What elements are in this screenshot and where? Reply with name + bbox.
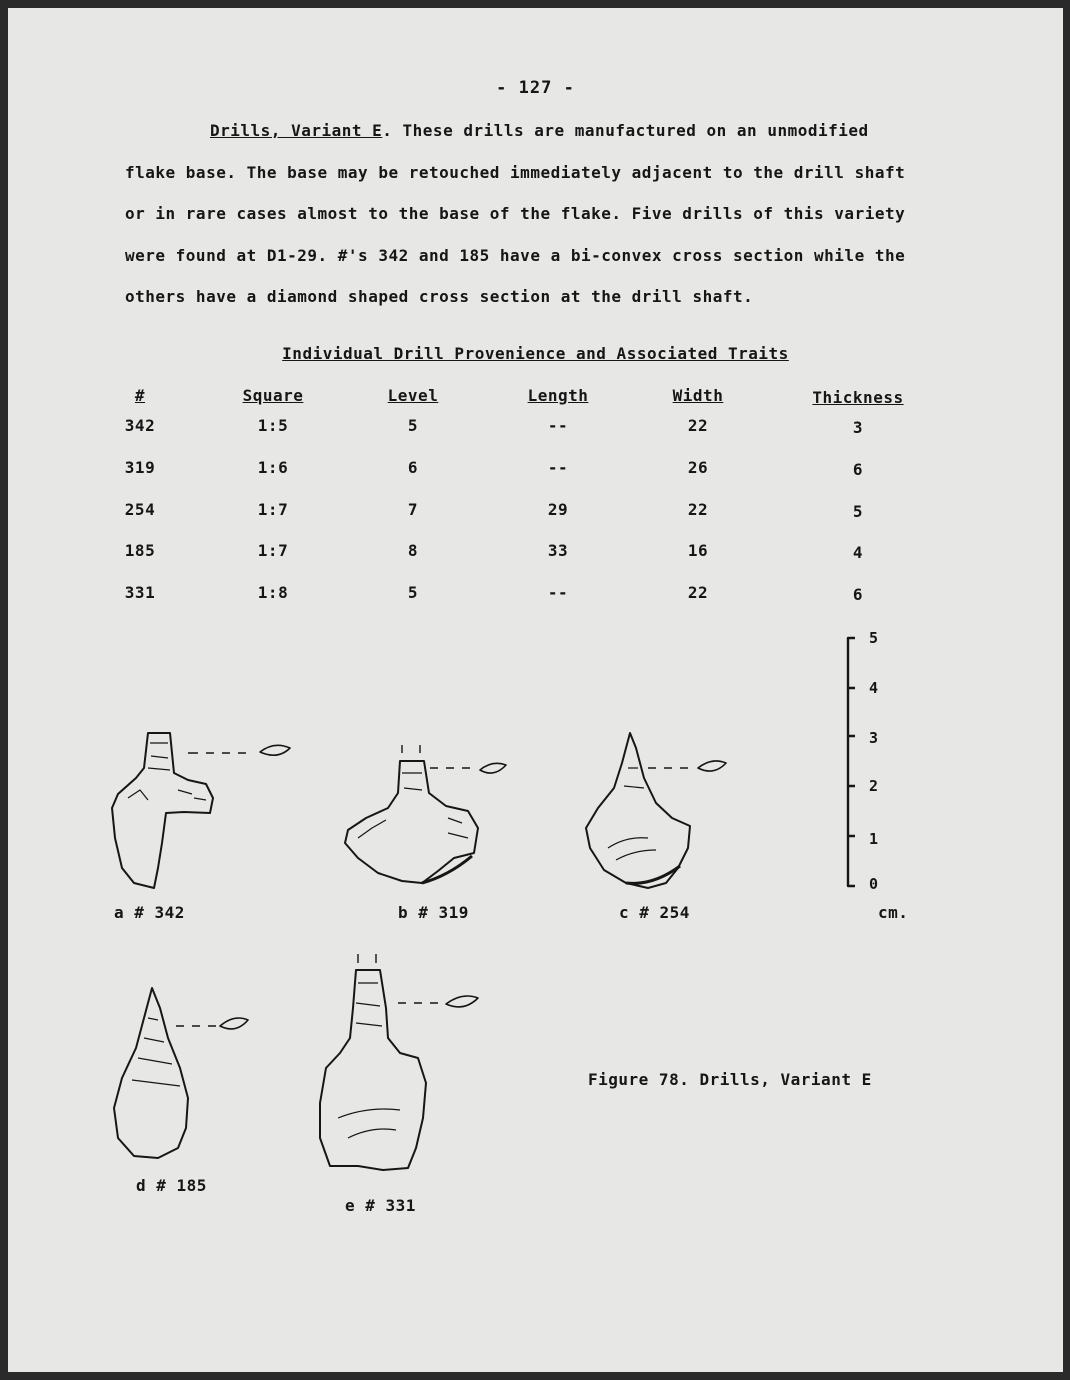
col-header-level: Level [387,386,439,405]
paragraph-line-4: were found at D1-29. #'s 342 and 185 have a bi-convex cross section while the [125,245,906,265]
table-title: Individual Drill Provenience and Associated Traits [282,344,789,363]
drill-d-illustration [114,988,248,1158]
scale-tick-label: 3 [869,729,879,747]
paragraph-line-5: others have a diamond shaped cross section at the drill shaft. [125,287,754,306]
section-heading: Drills, Variant E [210,121,383,140]
document-page: - 127 - Drills, Variant E. These drills are manufactured on an unmodified flake base. The base may be retouched immediately adjacent to the drill shaft or in rare cases almost to the base of the flake. Five drills of this variety were found at D1-29. #'s 342 and 185 have a bi-convex cross section while the others have a diamond shaped cross section at the drill shaft. Individual Drill Provenience and Associated Traits # Square Level Length Width Thickness 342 1:5 5 -- 22 3 319 1:6 6 -- 26 6 254 1:7 7 29 22 5 185 1:7 8 33 16 4 331 1:8 5 -- 22 6 a # 342 b # 319 c # 254 d # 185 e # 331 5 4 3 2 1 0 cm. Figure 78. Drills, Variant E [8,8,1063,1372]
scale-tick-label: 1 [869,830,879,848]
figure-label-a: a # 342 [114,903,185,922]
figure-label-e: e # 331 [345,1196,416,1215]
figure-caption: Figure 78. Drills, Variant E [588,1070,872,1089]
scale-bar [848,638,855,886]
paragraph-line-2: flake base. The base may be retouched immediately adjacent to the drill shaft [125,162,906,182]
scale-unit: cm. [878,903,909,922]
scale-tick-label: 0 [869,875,879,893]
figure-label-c: c # 254 [619,903,690,922]
drill-c-illustration [586,733,726,888]
figure-label-d: d # 185 [136,1176,207,1195]
page-number: - 127 - [496,78,575,98]
drill-e-illustration [320,954,478,1170]
drill-b-illustration [345,745,506,883]
figure-label-b: b # 319 [398,903,469,922]
paragraph-line-1: Drills, Variant E. These drills are manufactured on an unmodified [210,121,869,140]
col-header-number: # [134,386,146,405]
scale-tick-label: 2 [869,777,879,795]
paragraph-line-3: or in rare cases almost to the base of the flake. Five drills of this variety [125,204,906,223]
scale-tick-label: 5 [869,629,879,647]
col-header-thickness: Thickness [812,388,904,407]
col-header-width: Width [672,386,724,405]
drill-a-illustration [112,733,290,888]
scale-tick-label: 4 [869,679,879,697]
drill-illustrations [8,8,1063,1372]
col-header-length: Length [527,386,589,405]
col-header-square: Square [242,386,304,405]
